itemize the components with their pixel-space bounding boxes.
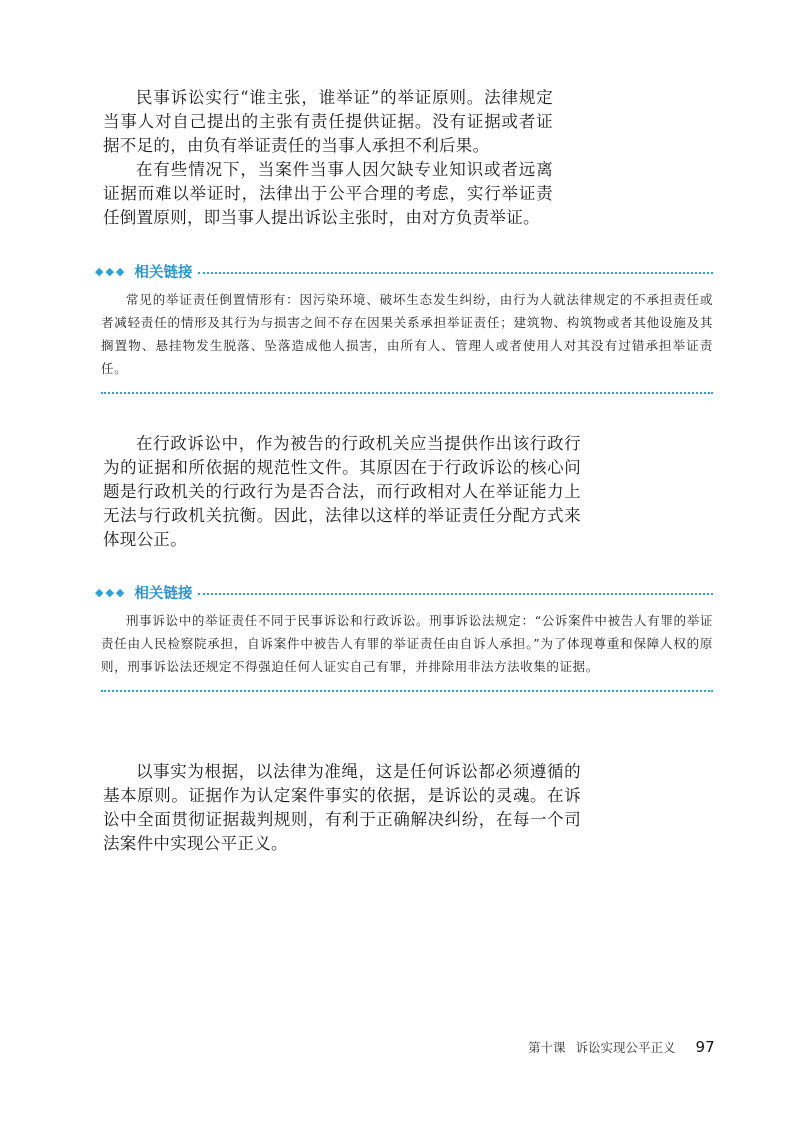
dotted-divider: [101, 392, 713, 394]
footer-lesson: 第十课: [528, 1040, 566, 1055]
related-link-body: 常见的举证责任倒置情形有：因污染环境、破坏生态发生纠纷，由行为人就法律规定的不承担责任或者减轻责任的情形及其行为与损害之间不存在因果关系承担举证责任；建筑物、构筑物或者其他设施及其搁置物、悬挂物发生脱落、坠落造成他人损害，由所有人、管理人或者使用人对其没有过错承担举证责任。: [101, 292, 713, 376]
paragraph: 民事诉讼实行“谁主张，谁举证”的举证原则。法律规定当事人对自己提出的主张有责任提供证据。没有证据或者证据不足的，由负有举证责任的当事人承担不利后果。: [103, 88, 553, 155]
dotted-divider: [198, 272, 713, 274]
related-link-box: [95, 583, 713, 692]
diamond-bullets-icon: ◆◆◆: [95, 585, 127, 599]
section-administrative-litigation: [103, 432, 581, 552]
page-number: 97: [695, 1038, 715, 1056]
diamond-bullets-icon: ◆◆◆: [95, 264, 127, 278]
related-link-header: [95, 262, 713, 280]
dotted-divider: [198, 593, 713, 595]
paragraph: 在有些情况下，当案件当事人因欠缺专业知识或者远离证据而难以举证时，法律出于公平合理的考虑，实行举证责任倒置原则，即当事人提出诉讼主张时，由对方负责举证。: [103, 160, 553, 227]
related-link-title: 相关链接: [134, 585, 193, 602]
related-link-box: [95, 262, 713, 394]
related-link-title: 相关链接: [134, 264, 193, 281]
section-evidence-principle: [103, 760, 581, 856]
related-link-body: 刑事诉讼中的举证责任不同于民事诉讼和行政诉讼。刑事诉讼法规定：“公诉案件中被告人有罪的举证责任由人民检察院承担，自诉案件中被告人有罪的举证责任由自诉人承担。”为了体现尊重和保障人权的原则，刑事诉讼法还规定不得强迫任何人证实自己有罪，并排除用非法方法收集的证据。: [101, 613, 713, 674]
section-civil-litigation: [103, 86, 553, 230]
footer-title: 诉讼实现公平正义: [575, 1040, 676, 1055]
dotted-divider: [101, 690, 713, 692]
paragraph: 在行政诉讼中，作为被告的行政机关应当提供作出该行政行为的证据和所依据的规范性文件。其原因在于行政诉讼的核心问题是行政机关的行政行为是否合法，而行政相对人在举证能力上无法与行政机关抗衡。因此，法律以这样的举证责任分配方式来体现公正。: [103, 434, 581, 549]
related-link-header: [95, 583, 713, 601]
page-footer: [528, 1038, 715, 1056]
paragraph: 以事实为根据，以法律为准绳，这是任何诉讼都必须遵循的基本原则。证据作为认定案件事实的依据，是诉讼的灵魂。在诉讼中全面贯彻证据裁判规则，有利于正确解决纠纷，在每一个司法案件中实现公平正义。: [103, 762, 581, 853]
